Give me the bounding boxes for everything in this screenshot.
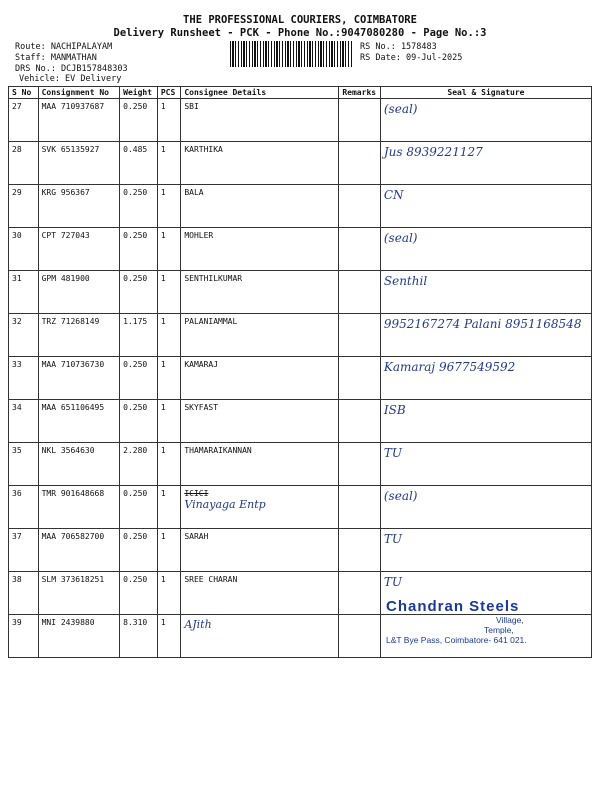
cell-weight: 0.250 bbox=[120, 99, 158, 142]
staff: Staff: MANMATHAN bbox=[15, 53, 97, 63]
company-title: THE PROFESSIONAL COURIERS, COIMBATORE bbox=[183, 14, 417, 26]
cell-weight: 0.250 bbox=[120, 529, 158, 572]
cell-consignee bbox=[181, 142, 339, 185]
cell-remarks bbox=[339, 142, 381, 185]
col-weight: Weight bbox=[120, 87, 158, 99]
cell-remarks bbox=[339, 572, 381, 615]
cell-consignment: SVK 65135927 bbox=[38, 142, 120, 185]
cell-consignee bbox=[181, 400, 339, 443]
consignee-name: SARAH bbox=[184, 532, 209, 541]
stamp-line1: Village, bbox=[496, 615, 524, 625]
cell-remarks bbox=[339, 99, 381, 142]
consignee-name: SBI bbox=[184, 102, 199, 111]
stamp-name: Chandran Steels bbox=[386, 598, 520, 615]
cell-remarks bbox=[339, 529, 381, 572]
cell-weight: 1.175 bbox=[120, 314, 158, 357]
runsheet-table bbox=[8, 86, 592, 658]
cell-weight: 0.250 bbox=[120, 572, 158, 615]
table-row bbox=[9, 228, 592, 271]
cell-pcs: 1 bbox=[157, 271, 180, 314]
cell-consignment: CPT 727043 bbox=[38, 228, 120, 271]
cell-consignee bbox=[181, 529, 339, 572]
table-row bbox=[9, 357, 592, 400]
cell-signature: 9952167274 Palani 8951168548 bbox=[380, 314, 591, 357]
cell-pcs: 1 bbox=[157, 400, 180, 443]
cell-sno: 32 bbox=[9, 314, 39, 357]
consignee-name: MOHLER bbox=[184, 231, 214, 240]
consignee-name: KAMARAJ bbox=[184, 360, 219, 369]
cell-remarks bbox=[339, 443, 381, 486]
cell-signature: Senthil bbox=[380, 271, 591, 314]
table-row bbox=[9, 443, 592, 486]
rs-date: RS Date: 09-Jul-2025 bbox=[360, 53, 463, 63]
col-consignment: Consignment No bbox=[38, 87, 120, 99]
cell-consignee bbox=[181, 357, 339, 400]
cell-pcs: 1 bbox=[157, 314, 180, 357]
cell-consignee bbox=[181, 271, 339, 314]
cell-consignee bbox=[181, 314, 339, 357]
cell-consignment: MAA 706582700 bbox=[38, 529, 120, 572]
cell-sno: 31 bbox=[9, 271, 39, 314]
cell-weight: 0.250 bbox=[120, 228, 158, 271]
cell-signature: (seal) bbox=[380, 99, 591, 142]
cell-weight: 8.310 bbox=[120, 615, 158, 658]
cell-remarks bbox=[339, 400, 381, 443]
cell-signature: (seal) bbox=[380, 228, 591, 271]
consignee-name: PALANIAMMAL bbox=[184, 317, 238, 326]
cell-signature: ISB bbox=[380, 400, 591, 443]
cell-weight: 0.250 bbox=[120, 271, 158, 314]
cell-signature: Jus 8939221127 bbox=[380, 142, 591, 185]
cell-pcs: 1 bbox=[157, 185, 180, 228]
cell-remarks bbox=[339, 357, 381, 400]
cell-signature: (seal) bbox=[380, 486, 591, 529]
col-signature: Seal & Signature bbox=[380, 87, 591, 99]
stamp-line2: Temple, bbox=[484, 625, 514, 635]
cell-weight: 0.250 bbox=[120, 185, 158, 228]
cell-weight: 0.250 bbox=[120, 486, 158, 529]
cell-weight: 0.250 bbox=[120, 357, 158, 400]
table-row bbox=[9, 271, 592, 314]
vehicle: Vehicle: EV Delivery bbox=[19, 74, 122, 84]
col-sno: S No bbox=[9, 87, 39, 99]
table-row bbox=[9, 529, 592, 572]
table-row bbox=[9, 486, 592, 529]
barcode bbox=[230, 41, 353, 67]
consignee-name: SREE CHARAN bbox=[184, 575, 238, 584]
table-row bbox=[9, 185, 592, 228]
cell-sno: 35 bbox=[9, 443, 39, 486]
cell-signature: CN bbox=[380, 185, 591, 228]
cell-pcs: 1 bbox=[157, 142, 180, 185]
handwritten-note: AJith bbox=[184, 618, 212, 631]
cell-pcs: 1 bbox=[157, 443, 180, 486]
cell-remarks bbox=[339, 271, 381, 314]
consignee-name: SENTHILKUMAR bbox=[184, 274, 243, 283]
cell-sno: 27 bbox=[9, 99, 39, 142]
consignee-name: KARTHIKA bbox=[184, 145, 223, 154]
cell-consignee bbox=[181, 572, 339, 615]
col-remarks: Remarks bbox=[339, 87, 381, 99]
cell-consignment: MAA 710736730 bbox=[38, 357, 120, 400]
col-consignee: Consignee Details bbox=[181, 87, 339, 99]
cell-consignment: TMR 901648668 bbox=[38, 486, 120, 529]
cell-sno: 38 bbox=[9, 572, 39, 615]
cell-consignee bbox=[181, 615, 339, 658]
drs-number: DRS No.: DCJB157848303 bbox=[15, 64, 128, 74]
cell-remarks bbox=[339, 314, 381, 357]
cell-consignment: MNI 2439880 bbox=[38, 615, 120, 658]
cell-weight: 2.280 bbox=[120, 443, 158, 486]
cell-pcs: 1 bbox=[157, 529, 180, 572]
cell-signature: Kamaraj 9677549592 bbox=[380, 357, 591, 400]
cell-consignee bbox=[181, 228, 339, 271]
cell-sno: 33 bbox=[9, 357, 39, 400]
stamp-line3: L&T Bye Pass, Coimbatore- 641 021. bbox=[386, 635, 527, 645]
cell-sno: 28 bbox=[9, 142, 39, 185]
cell-sno: 30 bbox=[9, 228, 39, 271]
cell-remarks bbox=[339, 185, 381, 228]
rs-number: RS No.: 1578483 bbox=[360, 42, 437, 52]
cell-pcs: 1 bbox=[157, 99, 180, 142]
cell-pcs: 1 bbox=[157, 357, 180, 400]
cell-consignment: MAA 651106495 bbox=[38, 400, 120, 443]
cell-pcs: 1 bbox=[157, 228, 180, 271]
cell-consignment: NKL 3564630 bbox=[38, 443, 120, 486]
route: Route: NACHIPALAYAM bbox=[15, 42, 113, 52]
cell-consignee bbox=[181, 443, 339, 486]
table-row bbox=[9, 314, 592, 357]
cell-consignment: KRG 956367 bbox=[38, 185, 120, 228]
cell-signature: TU bbox=[380, 529, 591, 572]
cell-sno: 34 bbox=[9, 400, 39, 443]
cell-sno: 37 bbox=[9, 529, 39, 572]
table-row bbox=[9, 400, 592, 443]
cell-weight: 0.485 bbox=[120, 142, 158, 185]
cell-signature: TU bbox=[380, 572, 591, 615]
cell-consignee bbox=[181, 99, 339, 142]
consignee-name: ICICI bbox=[184, 489, 209, 498]
consignee-name: BALA bbox=[184, 188, 204, 197]
consignee-name: SKYFAST bbox=[184, 403, 219, 412]
runsheet-title: Delivery Runsheet - PCK - Phone No.:9047080280 - Page No.:3 bbox=[113, 27, 487, 39]
cell-sno: 39 bbox=[9, 615, 39, 658]
cell-consignment: SLM 373618251 bbox=[38, 572, 120, 615]
cell-consignee bbox=[181, 185, 339, 228]
cell-pcs: 1 bbox=[157, 615, 180, 658]
consignee-name: THAMARAIKANNAN bbox=[184, 446, 252, 455]
cell-remarks bbox=[339, 228, 381, 271]
cell-sno: 29 bbox=[9, 185, 39, 228]
cell-remarks bbox=[339, 615, 381, 658]
cell-remarks bbox=[339, 486, 381, 529]
table-row bbox=[9, 99, 592, 142]
cell-pcs: 1 bbox=[157, 486, 180, 529]
cell-consignee bbox=[181, 486, 339, 529]
handwritten-note: Vinayaga Entp bbox=[184, 498, 266, 511]
cell-consignment: TRZ 71268149 bbox=[38, 314, 120, 357]
cell-signature: TU bbox=[380, 443, 591, 486]
col-pcs: PCS bbox=[157, 87, 180, 99]
cell-consignment: MAA 710937687 bbox=[38, 99, 120, 142]
footer-stamp bbox=[386, 598, 572, 645]
table-header-row bbox=[9, 87, 592, 99]
cell-pcs: 1 bbox=[157, 572, 180, 615]
cell-sno: 36 bbox=[9, 486, 39, 529]
cell-consignment: GPM 481900 bbox=[38, 271, 120, 314]
table-row bbox=[9, 142, 592, 185]
cell-weight: 0.250 bbox=[120, 400, 158, 443]
